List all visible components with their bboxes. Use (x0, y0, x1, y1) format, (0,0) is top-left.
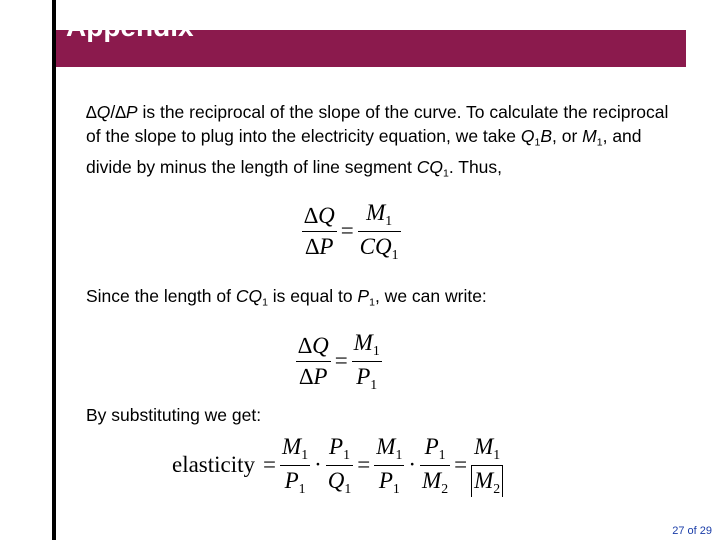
subscript: 1 (438, 446, 446, 462)
equation-dq-dp-m1-p1 (296, 330, 382, 393)
equals-sign: = (454, 452, 468, 478)
p-symbol: P (424, 434, 439, 459)
cq-symbol: CQ (235, 286, 263, 306)
slash-text: / (110, 102, 116, 122)
fraction-denominator (326, 465, 354, 497)
cq-subscript: 1 (443, 167, 449, 180)
m-symbol: M (353, 330, 373, 355)
page-number: 27 of 29 (672, 525, 712, 537)
fraction-denominator (352, 361, 382, 393)
paragraph-cq-equals-p (86, 284, 487, 315)
fraction-numerator (374, 434, 404, 465)
equals-sign: = (357, 452, 371, 478)
fraction-m1-p1 (374, 434, 404, 497)
cq-subscript: 1 (262, 296, 268, 309)
fraction-p1-m2 (420, 434, 450, 497)
q-symbol: Q (327, 467, 345, 493)
paragraph-reciprocal-slope (86, 100, 686, 185)
subscript: 2 (493, 480, 501, 496)
fraction-numerator (326, 434, 354, 465)
subscript: 1 (370, 376, 378, 392)
fraction-numerator (280, 434, 310, 465)
fraction-m1-p1 (280, 434, 310, 497)
slide-title: Appendix (66, 11, 194, 42)
equals-sign: = (263, 452, 277, 478)
fraction-numerator (352, 330, 382, 361)
fraction-dq-dp (302, 203, 337, 260)
fraction-denominator (280, 465, 310, 497)
subscript: 2 (441, 480, 449, 496)
m-symbol: M (282, 434, 302, 459)
multiply-dot: · (314, 452, 322, 478)
subscript: 1 (392, 480, 400, 496)
cq-symbol: CQ (416, 156, 443, 177)
equation-reciprocal-slope (302, 200, 401, 263)
subscript: 1 (343, 446, 351, 462)
fraction-dq-dp (296, 333, 331, 390)
fraction-numerator: ∆Q (304, 202, 335, 228)
p-symbol: P (329, 434, 344, 459)
p-symbol: P (357, 286, 370, 306)
m-symbol: M (474, 434, 494, 459)
m-symbol: M (474, 467, 494, 493)
fraction-p1-q1 (326, 434, 354, 497)
fraction-denominator (420, 465, 450, 497)
q-subscript: 1 (534, 136, 541, 149)
p-symbol: P (284, 467, 299, 493)
m-subscript: 1 (596, 136, 603, 149)
para2-end-text: , we can write: (374, 286, 487, 306)
fraction-m1-cq1 (358, 200, 401, 263)
m-symbol: M (376, 434, 396, 459)
para2-mid-text: is equal to (267, 286, 358, 306)
subscript: 1 (385, 212, 393, 228)
delta-q-text: ∆Q (86, 102, 111, 122)
fraction-numerator (471, 434, 503, 465)
m-symbol: M (422, 467, 442, 493)
fraction-denominator: ∆P (296, 361, 331, 390)
para1-rest-text: , and divide by minus the length of line segment (86, 126, 642, 177)
fraction-denominator (358, 231, 401, 263)
subscript: 1 (344, 480, 352, 496)
para1-line-text: is the reciprocal of the slope of the curve. To calculate the reciprocal of the slope to plug into the electricity equation, we take (86, 102, 669, 146)
cq-symbol: CQ (359, 233, 392, 259)
m-symbol: M (582, 126, 597, 146)
p-subscript: 1 (369, 296, 375, 309)
or-text: , or (552, 126, 583, 146)
fraction-denominator: ∆P (302, 231, 337, 260)
title-bar (56, 11, 686, 67)
subscript: 1 (391, 246, 399, 262)
b-symbol: B (540, 126, 553, 146)
fraction-numerator (420, 434, 450, 465)
equals-sign: = (340, 218, 354, 244)
fraction-denominator (374, 465, 404, 497)
delta-p-text: ∆P (115, 102, 138, 122)
paragraph-substituting: By substituting we get: (86, 405, 262, 425)
subscript: 1 (301, 446, 309, 462)
p-symbol: P (356, 363, 371, 389)
fraction-m1-m2-result (471, 434, 503, 497)
multiply-dot: · (408, 452, 417, 478)
subscript: 1 (372, 342, 380, 358)
p-symbol: P (378, 467, 393, 493)
left-vertical-rule (52, 0, 56, 540)
m-symbol: M (366, 200, 386, 225)
equals-sign: = (334, 348, 348, 374)
q-symbol: Q (520, 126, 535, 146)
fraction-numerator (358, 200, 401, 231)
para2-start-text: Since the length of (86, 286, 236, 306)
para1-end-text: . Thus, (448, 156, 503, 177)
subscript: 1 (298, 480, 306, 496)
fraction-numerator: ∆Q (298, 332, 329, 358)
fraction-m1-p1 (352, 330, 382, 393)
elasticity-label: elasticity (172, 452, 256, 478)
subscript: 1 (493, 446, 501, 462)
subscript: 1 (395, 446, 403, 462)
equation-elasticity (172, 434, 503, 497)
fraction-denominator (471, 465, 503, 497)
